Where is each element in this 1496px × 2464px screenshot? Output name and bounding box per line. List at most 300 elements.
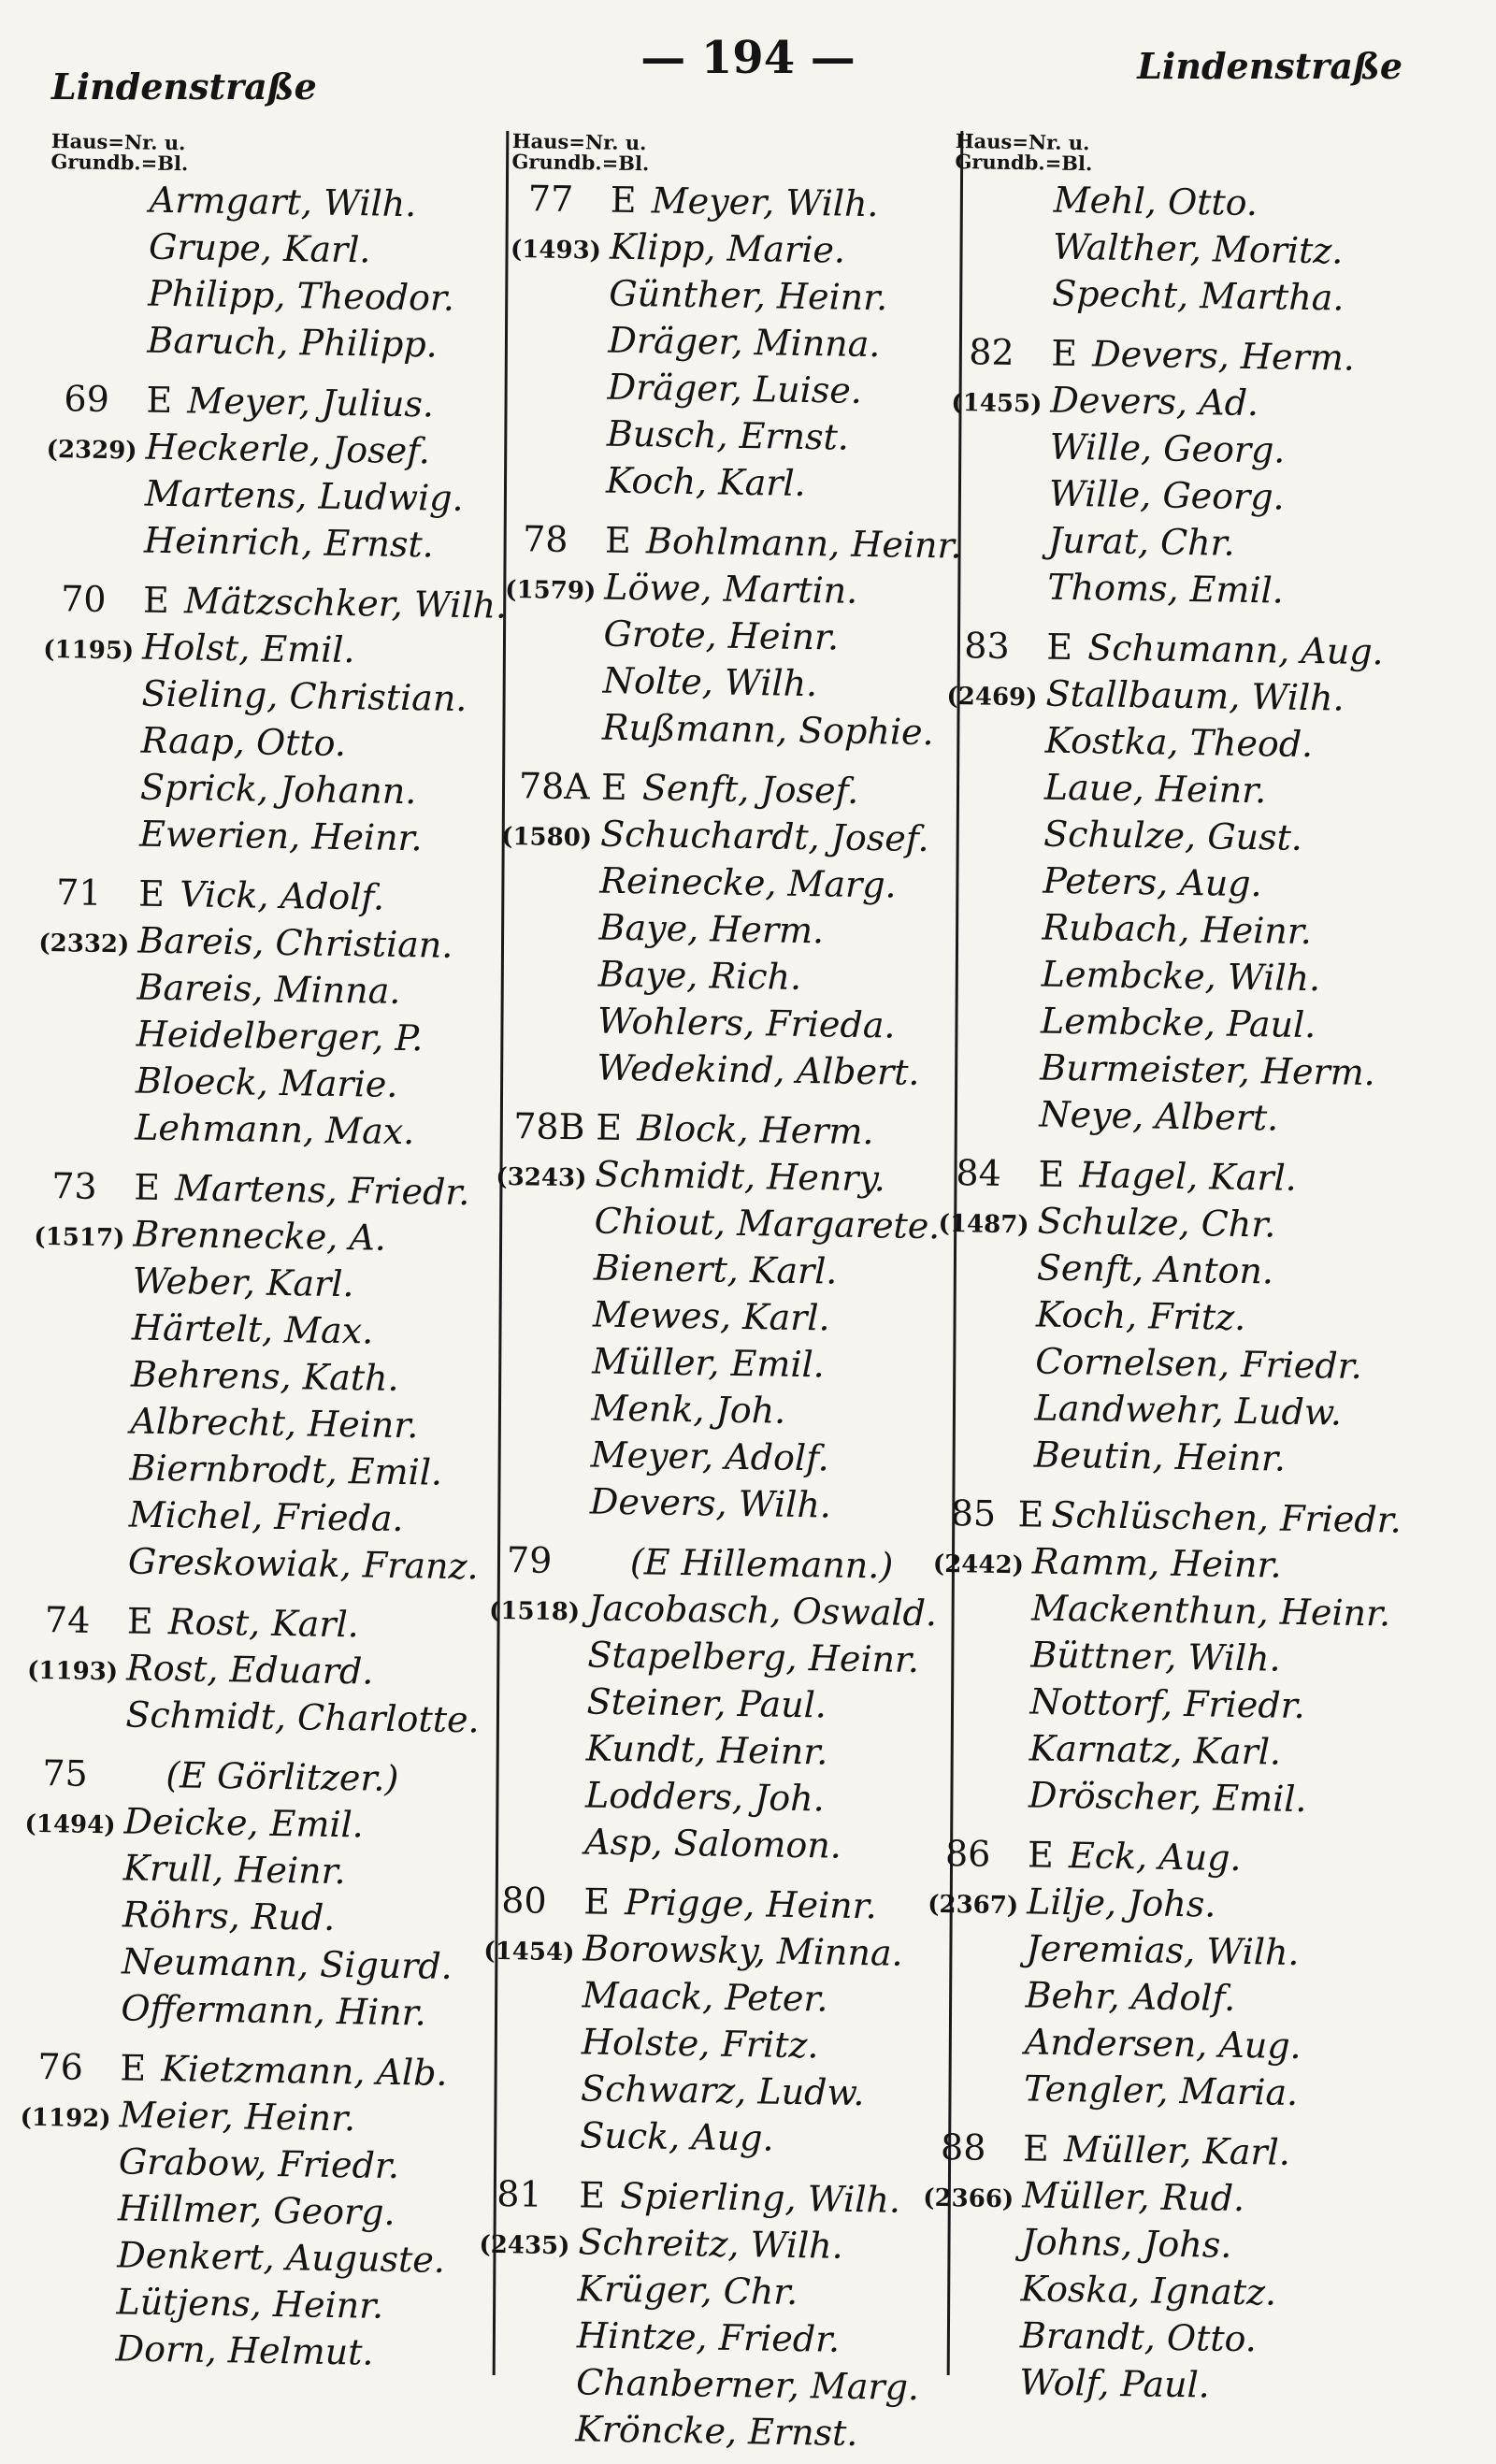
indent	[37, 998, 137, 1000]
indent	[920, 2393, 1019, 2395]
indent	[24, 1879, 123, 1880]
land-register-number: (1193)	[26, 1656, 119, 1687]
owner-marker: E	[610, 179, 637, 222]
resident-name: Reinecke, Marg.	[599, 859, 898, 906]
resident-name: Sieling, Christian.	[141, 672, 468, 720]
resident-line	[504, 612, 972, 666]
resident-line	[495, 1199, 963, 1253]
street-heading-left: Lindenstraße	[51, 65, 317, 108]
house-number: 84	[956, 1152, 1002, 1194]
indent	[940, 1125, 1039, 1127]
indent	[499, 938, 598, 940]
resident-name: Specht, Martha.	[1051, 272, 1345, 319]
resident-line	[40, 812, 509, 866]
resident-line	[22, 1986, 490, 2040]
resident-name: Kostka, Theod.	[1044, 719, 1314, 766]
indent	[935, 1419, 1034, 1420]
resident-name: Löwe, Martin.	[604, 566, 858, 612]
house-entry	[481, 1866, 953, 2168]
indent	[927, 2006, 1026, 2008]
indent	[37, 1045, 137, 1046]
owner-name: Bohlmann, Heinr.	[645, 520, 962, 567]
indent	[486, 1806, 585, 1808]
resident-line	[505, 565, 973, 619]
resident-name: Landwehr, Ludw.	[1034, 1387, 1343, 1434]
resident-line	[30, 1446, 498, 1500]
owner-line	[25, 1752, 494, 1807]
land-register-number: (2435)	[479, 2230, 570, 2261]
resident-line	[38, 918, 507, 973]
resident-line	[936, 1339, 1404, 1393]
indent	[50, 210, 150, 212]
owner-name: Schumann, Aug.	[1086, 627, 1385, 673]
house-number: 85	[950, 1492, 997, 1535]
resident-name: Meier, Heinr.	[119, 2094, 356, 2140]
resident-name: Busch, Ernst.	[606, 412, 850, 458]
resident-name: Bienert, Karl.	[593, 1246, 838, 1292]
owner-line	[21, 2046, 489, 2100]
indent	[20, 2172, 119, 2174]
resident-line	[29, 1539, 497, 1593]
house-entry	[507, 178, 979, 512]
resident-line	[29, 1492, 497, 1547]
resident-name: Lütjens, Heinr.	[116, 2281, 384, 2327]
resident-name: Krull, Heinr.	[122, 1847, 346, 1893]
resident-name: Peters, Aug.	[1043, 859, 1263, 905]
indent	[942, 985, 1042, 987]
resident-line	[486, 1773, 955, 1827]
house-number: 79	[506, 1539, 553, 1581]
resident-name: Baruch, Philipp.	[147, 319, 439, 366]
indent	[22, 1972, 122, 1974]
indent	[36, 1091, 136, 1093]
house-entry	[29, 1152, 503, 1593]
indent	[48, 351, 147, 353]
resident-line	[49, 271, 517, 325]
resident-name: Nolte, Wilh.	[602, 659, 818, 705]
resident-name: Kröncke, Ernst.	[575, 2408, 858, 2455]
resident-line	[499, 905, 968, 959]
indent	[18, 2266, 117, 2268]
indent	[50, 257, 149, 259]
resident-line	[482, 2067, 950, 2121]
house-entry	[491, 1092, 965, 1534]
house-number: 78	[522, 518, 568, 560]
house-entry	[485, 1526, 958, 1874]
resident-line	[501, 812, 970, 866]
indent	[943, 891, 1043, 893]
resident-name: Härtelt, Max.	[131, 1306, 374, 1352]
indent	[926, 2053, 1025, 2054]
resident-name: Denkert, Auguste.	[116, 2234, 446, 2281]
indent	[46, 504, 145, 506]
resident-line	[933, 1539, 1402, 1593]
resident-name: Devers, Wilh.	[589, 1480, 832, 1526]
resident-line	[498, 952, 967, 1006]
indent	[504, 644, 603, 646]
owner-name: Block, Herm.	[636, 1107, 874, 1153]
column-head	[50, 131, 519, 185]
resident-name: Jacobasch, Oswald.	[587, 1587, 938, 1635]
house-entry	[45, 365, 515, 572]
resident-name: Heckerle, Josef.	[145, 425, 431, 472]
indent	[500, 891, 599, 893]
land-register-number: (1454)	[483, 1937, 575, 1967]
resident-line	[45, 471, 513, 526]
resident-line	[36, 1059, 505, 1113]
column-head-house-no: Haus=Nr. u.	[511, 129, 647, 155]
resident-line	[942, 952, 1410, 1006]
resident-name: Devers, Ad.	[1050, 379, 1259, 425]
indent	[34, 1291, 133, 1293]
house-entry	[16, 2033, 489, 2381]
resident-name: Sprick, Johann.	[139, 766, 417, 813]
resident-name: Albrecht, Heinr.	[129, 1400, 419, 1447]
indent	[927, 1959, 1026, 1961]
indent	[479, 2299, 578, 2301]
house-entry	[26, 1586, 496, 1747]
indent	[30, 1478, 129, 1480]
house-number: 78B	[512, 1105, 585, 1148]
indent	[498, 1031, 597, 1033]
owner-marker: E	[146, 379, 173, 422]
indent	[942, 1031, 1041, 1033]
resident-line	[929, 1726, 1398, 1780]
owner-marker: E	[1017, 1493, 1044, 1535]
resident-line	[48, 318, 516, 372]
owner-name: Rost, Karl.	[167, 1601, 360, 1646]
resident-line	[18, 2233, 486, 2287]
resident-line	[45, 518, 513, 572]
indent	[922, 2253, 1021, 2255]
directory-column-2	[476, 131, 980, 2461]
indent	[937, 1325, 1036, 1327]
resident-name: Cornelsen, Friedr.	[1035, 1340, 1363, 1387]
resident-line	[945, 765, 1414, 819]
resident-line	[19, 2140, 487, 2194]
resident-line	[27, 1646, 496, 1700]
owner-line	[44, 578, 512, 632]
resident-line	[949, 471, 1417, 526]
resident-name: Walther, Moritz.	[1052, 225, 1344, 272]
owner-name: Meyer, Julius.	[187, 380, 435, 425]
land-register-number: (1195)	[43, 635, 135, 666]
house-entry	[953, 178, 1422, 325]
owner-marker: E	[120, 2047, 147, 2089]
indent	[487, 1712, 586, 1714]
indent	[488, 1665, 587, 1667]
owner-name: Müller, Karl.	[1063, 2128, 1291, 2173]
resident-line	[500, 858, 969, 913]
house-entry	[503, 505, 974, 759]
resident-name: Neye, Albert.	[1039, 1093, 1279, 1139]
resident-name: Wolf, Paul.	[1018, 2361, 1211, 2406]
resident-line	[34, 1212, 502, 1266]
resident-line	[43, 625, 511, 679]
resident-name: Armgart, Wilh.	[149, 179, 417, 225]
land-register-number: (2469)	[946, 682, 1038, 713]
resident-name: Tengler, Maria.	[1023, 2068, 1299, 2114]
indent	[936, 1372, 1035, 1374]
owner-marker: E	[1046, 626, 1073, 669]
house-number: 75	[42, 1752, 89, 1794]
resident-line	[925, 2067, 1393, 2121]
resident-line	[953, 271, 1421, 325]
indent	[42, 704, 141, 706]
house-entry	[48, 178, 518, 372]
resident-name: Müller, Emil.	[592, 1340, 826, 1386]
house-entry	[22, 1739, 494, 2040]
resident-name: Suck, Aug.	[579, 2114, 774, 2159]
resident-name: Weber, Karl.	[132, 1260, 354, 1305]
resident-name: Hillmer, Georg.	[117, 2187, 396, 2234]
resident-line	[496, 1152, 964, 1206]
resident-name: Büttner, Wilh.	[1030, 1634, 1282, 1679]
house-entry	[948, 318, 1420, 619]
owner-marker: E	[126, 1600, 154, 1642]
resident-name: Koch, Karl.	[605, 459, 807, 504]
column-head-land-register: Grundb.=Bl.	[955, 149, 1093, 176]
resident-name: Wohlers, Frieda.	[597, 1000, 896, 1046]
resident-name: Behrens, Kath.	[130, 1353, 399, 1399]
indent	[510, 304, 609, 306]
resident-name: Steiner, Paul.	[586, 1680, 827, 1726]
resident-line	[951, 378, 1419, 432]
owner-line	[39, 872, 508, 926]
resident-line	[503, 705, 971, 759]
indent	[45, 551, 144, 553]
house-number: 73	[50, 1165, 97, 1207]
land-register-number: (1579)	[505, 575, 597, 606]
owner-marker: E	[600, 766, 628, 809]
resident-name: Meyer, Adolf.	[590, 1434, 830, 1479]
indent	[921, 2346, 1020, 2348]
house-number: 74	[44, 1599, 91, 1641]
resident-name: Ewerien, Heinr.	[138, 813, 424, 859]
resident-line	[921, 2267, 1389, 2321]
owner-line	[480, 2173, 948, 2227]
resident-line	[950, 425, 1418, 479]
resident-name: Lehmann, Max.	[134, 1106, 415, 1153]
resident-name: Stallbaum, Wilh.	[1045, 672, 1345, 719]
resident-name: Günther, Heinr.	[608, 272, 888, 319]
resident-name: Mewes, Karl.	[592, 1293, 830, 1339]
indent	[946, 751, 1045, 753]
indent	[30, 1525, 129, 1527]
resident-line	[930, 1679, 1399, 1734]
indent	[949, 551, 1048, 553]
indent	[948, 598, 1047, 599]
resident-line	[24, 1799, 493, 1853]
indent	[29, 1572, 128, 1574]
resident-name: Lodders, Joh.	[584, 1774, 826, 1820]
indent	[938, 1278, 1037, 1280]
resident-line	[50, 224, 518, 279]
indent	[929, 1806, 1028, 1808]
land-register-number: (2367)	[927, 1890, 1019, 1921]
resident-name: Bareis, Christian.	[137, 919, 453, 966]
resident-name: Dräger, Minna.	[608, 319, 881, 366]
resident-name: Rußmann, Sophie.	[601, 706, 935, 754]
resident-name: Schmidt, Charlotte.	[125, 1693, 480, 1741]
indent	[504, 691, 603, 693]
resident-line	[944, 812, 1413, 866]
land-register-number: (2329)	[46, 435, 137, 466]
resident-line	[486, 1726, 955, 1780]
land-register-number: (1580)	[500, 822, 593, 853]
indent	[481, 2146, 580, 2148]
house-number: 69	[64, 378, 110, 421]
resident-line	[477, 2360, 945, 2414]
indent	[497, 1078, 597, 1080]
resident-name: Bareis, Minna.	[137, 966, 401, 1012]
resident-line	[488, 1633, 957, 1687]
indent	[954, 257, 1053, 259]
owner-line	[496, 1105, 965, 1160]
resident-name: Heidelberger, P.	[136, 1013, 424, 1059]
directory-column-1	[16, 131, 519, 2381]
resident-line	[920, 2360, 1388, 2414]
land-register-number: (1493)	[510, 235, 602, 266]
resident-line	[940, 1092, 1408, 1146]
land-register-number: (1518)	[488, 1596, 581, 1627]
house-entry	[934, 1139, 1407, 1487]
resident-name: Koch, Fritz.	[1035, 1293, 1246, 1339]
resident-name: Menk, Joh.	[591, 1387, 786, 1432]
owner-marker: E	[142, 579, 170, 622]
resident-line	[945, 718, 1414, 772]
resident-name: Baye, Rich.	[597, 953, 802, 998]
indent	[955, 210, 1054, 212]
resident-name: Wille, Georg.	[1048, 472, 1286, 518]
resident-name: Bloeck, Marie.	[135, 1059, 398, 1105]
land-register-number: (2442)	[932, 1549, 1025, 1580]
resident-line	[507, 458, 975, 512]
house-entry	[925, 1820, 1397, 2121]
indent	[495, 1278, 594, 1280]
resident-name: Holste, Fritz.	[581, 2021, 819, 2067]
house-entry	[497, 752, 971, 1100]
indent	[944, 844, 1043, 846]
indent	[487, 1759, 586, 1761]
indent	[953, 304, 1052, 306]
indent	[942, 938, 1042, 940]
indent	[930, 1759, 1029, 1761]
resident-line	[485, 1820, 954, 1874]
resident-line	[23, 1893, 492, 1947]
house-number: 71	[55, 872, 102, 914]
owner-marker: E	[133, 1166, 161, 1208]
indent	[941, 1078, 1040, 1080]
resident-line	[478, 2313, 946, 2368]
owner-marker: E	[1022, 2127, 1050, 2169]
resident-name: Beutin, Heinr.	[1033, 1434, 1287, 1479]
owner-marker: E	[1038, 1153, 1065, 1195]
resident-line	[482, 1973, 951, 2027]
indent	[492, 1465, 591, 1467]
resident-line	[938, 1199, 1406, 1253]
resident-line	[954, 178, 1422, 232]
resident-line	[923, 2173, 1391, 2227]
resident-line	[31, 1399, 499, 1453]
indent	[40, 844, 139, 846]
owner-name: (E Görlitzer.)	[165, 1754, 399, 1800]
owner-line	[511, 178, 979, 232]
resident-line	[510, 271, 978, 325]
house-number: 86	[944, 1833, 991, 1875]
resident-line	[946, 671, 1415, 726]
resident-name: Chanberner, Marg.	[575, 2361, 920, 2409]
resident-name: Heinrich, Ernst.	[143, 519, 435, 566]
resident-line	[16, 2327, 484, 2381]
indent	[17, 2313, 116, 2314]
resident-name: Grupe, Karl.	[148, 225, 371, 271]
resident-name: Schulze, Chr.	[1037, 1200, 1276, 1246]
owner-name: Mätzschker, Wilh.	[183, 580, 508, 627]
owner-marker: E	[595, 1106, 623, 1148]
resident-name: Nottorf, Friedr.	[1029, 1680, 1306, 1727]
owner-marker: E	[137, 872, 165, 915]
indent	[478, 2346, 577, 2348]
resident-line	[33, 1259, 501, 1313]
resident-line	[943, 858, 1412, 913]
house-entry	[476, 2160, 948, 2461]
owner-line	[502, 765, 971, 819]
resident-name: Johns, Johs.	[1021, 2221, 1232, 2266]
resident-line	[922, 2220, 1390, 2274]
owner-name: (E Hillemann.)	[629, 1541, 894, 1587]
resident-name: Baye, Herm.	[598, 906, 825, 952]
resident-line	[928, 1880, 1396, 1934]
indent	[509, 351, 608, 353]
indent	[42, 751, 141, 753]
resident-line	[493, 1339, 961, 1393]
indent	[930, 1712, 1029, 1714]
resident-line	[481, 2113, 949, 2168]
resident-line	[17, 2280, 485, 2334]
resident-line	[46, 425, 514, 479]
land-register-number: (1517)	[34, 1222, 125, 1253]
resident-name: Karnatz, Karl.	[1028, 1727, 1282, 1773]
indent	[922, 2299, 1021, 2301]
resident-line	[509, 318, 977, 372]
resident-line	[50, 178, 518, 232]
resident-line	[498, 999, 967, 1053]
house-number: 77	[527, 178, 574, 221]
resident-line	[26, 1693, 495, 1747]
owner-marker	[589, 1573, 630, 1574]
resident-name: Lembcke, Paul.	[1040, 1000, 1316, 1046]
owner-name: Devers, Herm.	[1091, 333, 1356, 379]
resident-name: Schulze, Gust.	[1043, 813, 1303, 858]
owner-line	[35, 1165, 503, 1219]
owner-name: Prigge, Heinr.	[624, 1881, 878, 1927]
page-number: — 194 —	[640, 32, 856, 84]
house-number: 81	[496, 2173, 543, 2215]
house-entry	[920, 2113, 1392, 2414]
owner-name: Kietzmann, Alb.	[161, 2048, 448, 2094]
resident-line	[491, 1433, 959, 1487]
indent	[36, 1138, 135, 1140]
resident-name: Hintze, Friedr.	[576, 2314, 841, 2360]
resident-line	[942, 905, 1411, 959]
resident-name: Deicke, Emil.	[123, 1800, 365, 1846]
owner-line	[933, 1492, 1402, 1547]
owner-name: Vick, Adolf.	[179, 873, 385, 918]
owner-line	[928, 1833, 1397, 1887]
resident-name: Brennecke, A.	[133, 1213, 387, 1259]
resident-line	[36, 1105, 504, 1160]
